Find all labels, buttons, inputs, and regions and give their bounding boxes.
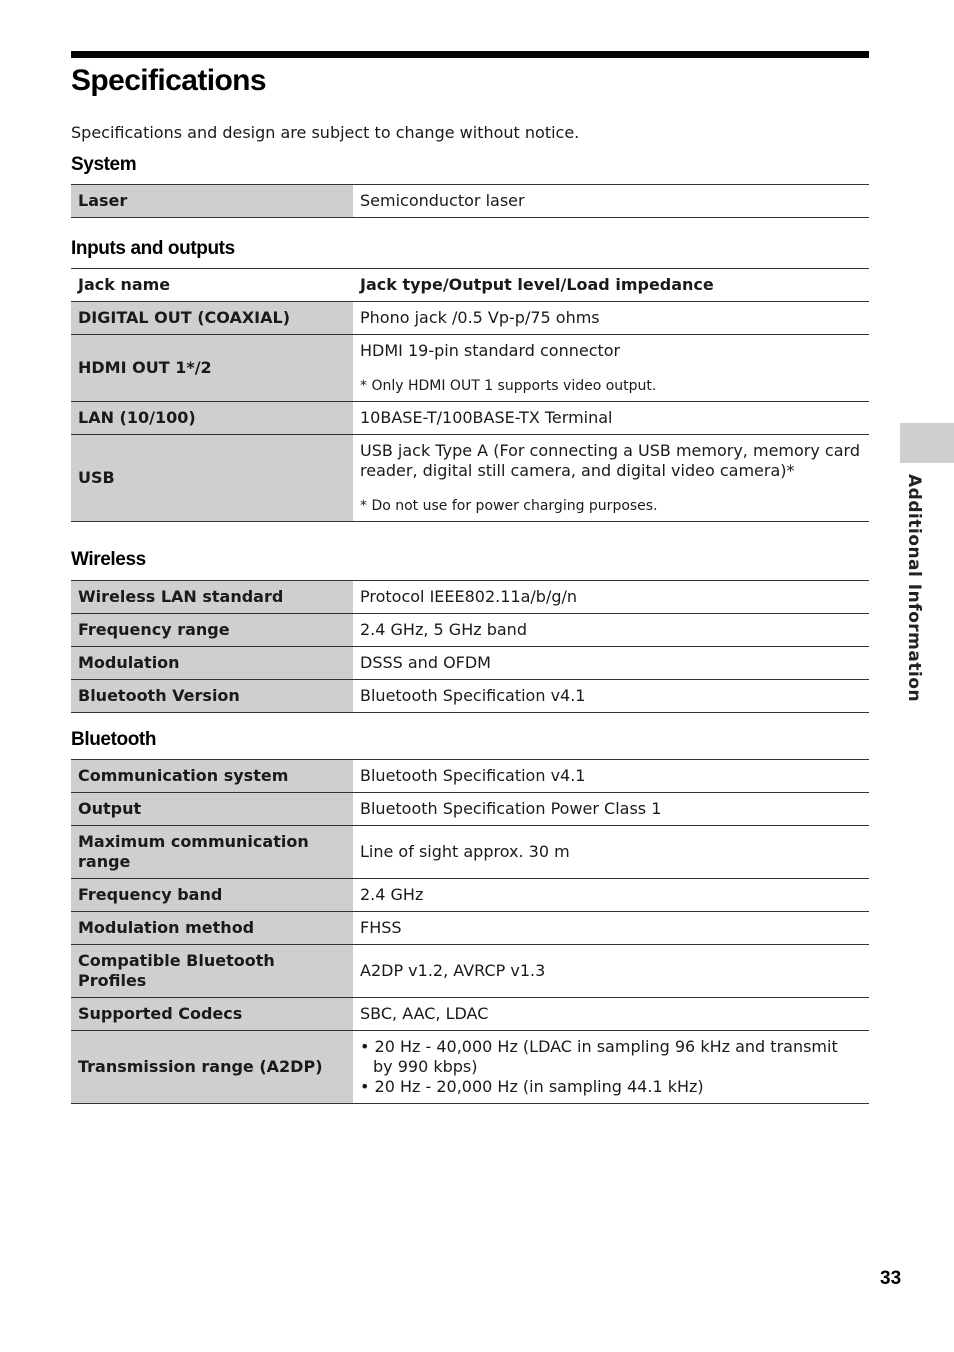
table-header-row xyxy=(71,269,869,302)
spec-label: Wireless LAN standard xyxy=(71,581,353,614)
inputs-outputs-table xyxy=(71,268,869,522)
spec-value: Protocol IEEE802.11a/b/g/n xyxy=(353,581,869,614)
spec-label: Transmission range (A2DP) xyxy=(71,1031,353,1104)
spec-value-cell xyxy=(353,335,869,402)
spec-value-cell xyxy=(353,435,869,522)
spec-value: USB jack Type A (For connecting a USB memory, memory card reader, digital still camera, and digital video camera)* xyxy=(360,441,860,480)
table-row xyxy=(71,435,869,522)
page-number: 33 xyxy=(880,1268,902,1289)
spec-value: Bluetooth Specification Power Class 1 xyxy=(353,793,869,826)
spec-label: Supported Codecs xyxy=(71,998,353,1031)
section-tab-marker xyxy=(900,423,954,463)
spec-value: SBC, AAC, LDAC xyxy=(353,998,869,1031)
spec-label: Modulation method xyxy=(71,912,353,945)
section-side-label: Additional Information xyxy=(904,474,924,703)
section-heading-wireless: Wireless xyxy=(71,549,146,570)
spec-label: Modulation xyxy=(71,647,353,680)
spec-value: DSSS and OFDM xyxy=(353,647,869,680)
table-row xyxy=(71,912,869,945)
table-row xyxy=(71,945,869,998)
spec-label: Communication system xyxy=(71,760,353,793)
spec-value: FHSS xyxy=(353,912,869,945)
footnote: * Only HDMI OUT 1 supports video output. xyxy=(360,378,657,394)
table-row xyxy=(71,614,869,647)
spec-label: DIGITAL OUT (COAXIAL) xyxy=(71,302,353,335)
table-row xyxy=(71,1031,869,1104)
spec-label: Compatible Bluetooth Profiles xyxy=(71,945,353,998)
table-row xyxy=(71,647,869,680)
column-header-jack-name: Jack name xyxy=(71,269,353,302)
spec-label: Output xyxy=(71,793,353,826)
table-row xyxy=(71,581,869,614)
spec-label: Laser xyxy=(71,185,353,218)
title-rule xyxy=(71,51,869,58)
spec-value: 2.4 GHz xyxy=(353,879,869,912)
table-row xyxy=(71,998,869,1031)
table-row xyxy=(71,185,869,218)
spec-value-cell xyxy=(353,1031,869,1104)
bluetooth-table xyxy=(71,759,869,1104)
spec-label: Frequency band xyxy=(71,879,353,912)
section-heading-inputs-outputs: Inputs and outputs xyxy=(71,238,235,259)
spec-value: HDMI 19-pin standard connector xyxy=(360,341,621,360)
spec-value: Line of sight approx. 30 m xyxy=(353,826,869,879)
table-row xyxy=(71,826,869,879)
bullet-list xyxy=(360,1037,862,1097)
bullet-item: • 20 Hz - 20,000 Hz (in sampling 44.1 kHz) xyxy=(360,1077,704,1096)
spec-value: Semiconductor laser xyxy=(353,185,869,218)
table-row xyxy=(71,302,869,335)
spec-label: Maximum communication range xyxy=(71,826,353,879)
footnote: * Do not use for power charging purposes. xyxy=(360,498,658,514)
spec-label: USB xyxy=(71,435,353,522)
spec-value: 10BASE-T/100BASE-TX Terminal xyxy=(353,402,869,435)
section-heading-system: System xyxy=(71,154,137,175)
bullet-item: • 20 Hz - 40,000 Hz (LDAC in sampling 96 kHz and transmit by 990 kbps) xyxy=(360,1037,838,1076)
table-row xyxy=(71,879,869,912)
table-row xyxy=(71,793,869,826)
spec-label: Frequency range xyxy=(71,614,353,647)
table-row xyxy=(71,680,869,713)
spec-value: Bluetooth Specification v4.1 xyxy=(353,680,869,713)
spec-label: HDMI OUT 1*/2 xyxy=(71,335,353,402)
table-row xyxy=(71,335,869,402)
page-title: Specifications xyxy=(71,64,266,97)
spec-value: A2DP v1.2, AVRCP v1.3 xyxy=(353,945,869,998)
spec-value: Phono jack /0.5 Vp-p/75 ohms xyxy=(353,302,869,335)
section-heading-bluetooth: Bluetooth xyxy=(71,729,157,750)
system-table xyxy=(71,184,869,218)
intro-text: Specifications and design are subject to change without notice. xyxy=(71,123,580,142)
wireless-table xyxy=(71,580,869,713)
table-row xyxy=(71,760,869,793)
spec-value: Bluetooth Specification v4.1 xyxy=(353,760,869,793)
spec-label: LAN (10/100) xyxy=(71,402,353,435)
column-header-jack-type: Jack type/Output level/Load impedance xyxy=(353,269,869,302)
spec-label: Bluetooth Version xyxy=(71,680,353,713)
table-row xyxy=(71,402,869,435)
spec-value: 2.4 GHz, 5 GHz band xyxy=(353,614,869,647)
